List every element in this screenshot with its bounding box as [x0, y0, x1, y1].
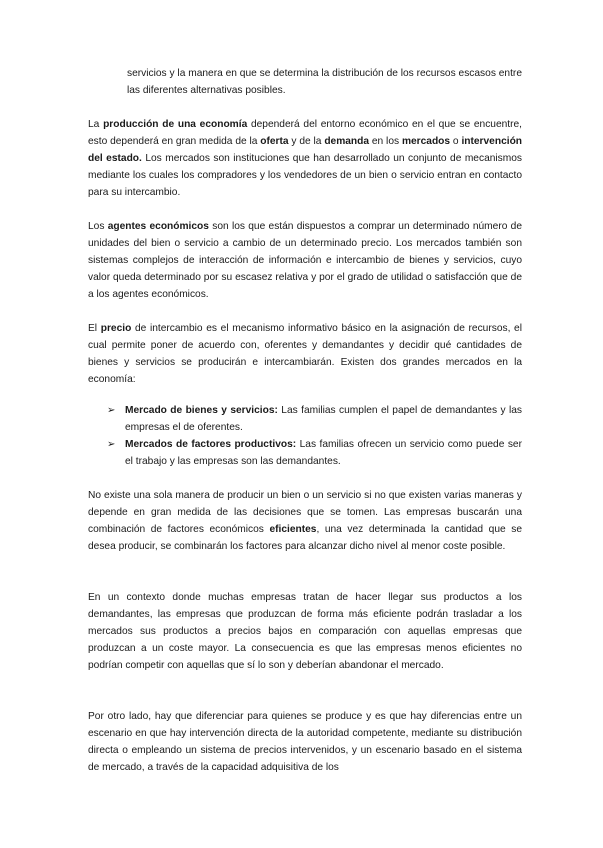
text-run: Por otro lado, hay que diferenciar para quienes se produce y es que hay diferencias entre un escenario en que hay intervención directa de la autoridad competente, mediante su distribución directa o empleando un sistema de precios intervenidos, y un escenario basado en el sistema de mercado, a través de la capacidad adquisitiva de los — [88, 711, 522, 773]
bold-term: agentes económicos — [107, 221, 209, 232]
arrow-bullet-icon: ➢ — [107, 405, 116, 416]
bold-term: mercados — [401, 136, 451, 147]
list-item — [88, 402, 522, 436]
bold-term: eficientes — [269, 524, 317, 535]
text-run: El — [88, 323, 101, 334]
paragraph-continuation — [127, 65, 522, 99]
text-run: o — [450, 136, 462, 147]
bold-term: Mercados de factores productivos: — [125, 439, 297, 450]
paragraph-agentes — [88, 218, 522, 303]
bullet-list — [88, 402, 522, 470]
text-run: La — [88, 119, 104, 130]
text-run: , una vez determinada la cantidad que se desea producir, se combinarán los factores para alcanzar dicho nivel al menor coste posible. — [88, 524, 522, 552]
text-run: en los — [369, 136, 402, 147]
bold-term: intervención del estado. — [88, 136, 523, 164]
bold-term: precio — [100, 323, 132, 334]
paragraph-produccion — [88, 116, 522, 201]
paragraph-otro-lado — [88, 708, 522, 776]
paragraph-precio — [88, 320, 522, 388]
text-run: Los — [88, 221, 108, 232]
text-run: dependerá del entorno económico en el que se encuentre, esto dependerá en gran medida de la — [88, 119, 523, 147]
bold-term: demanda — [324, 136, 370, 147]
text-run: son los que están dispuestos a comprar un determinado número de unidades del bien o servicio a cambio de un determinado precio. Los mercados también son sistemas complejos de interacción de información e intercambio de bienes y servicios, cuyo valor queda determinado por su escasez relativa y por el grado de utilidad o satisfacción que de a los agentes económicos. — [88, 221, 522, 300]
text-run: No existe una sola manera de producir un bien o un servicio si no que existen varias maneras y depende en gran medida de las decisiones que se tomen. Las empresas buscarán una combinación de factores económicos — [88, 490, 522, 535]
text-run: y de la — [288, 136, 325, 147]
text-run: En un contexto donde muchas empresas tratan de hacer llegar sus productos a los demandantes, las empresas que produzcan de forma más eficiente podrán trasladar a los mercados sus productos a precios bajos en comparación con aquellas empresas que produzcan a un coste mayor. La consecuencia es que las empresas menos eficientes no podrían competir con aquellas que sí lo son y deberían abandonar el mercado. — [88, 592, 522, 671]
text-run: de intercambio es el mecanismo informativo básico en la asignación de recursos, el cual permite poner de acuerdo con, oferentes y demandantes y decidir qué cantidades de bienes y servicios se producirán e intercambiarán. Existen dos grandes mercados en la economía: — [88, 323, 522, 385]
text-run: Las familias ofrecen un servicio como puede ser el trabajo y las empresas son las demandantes. — [125, 439, 522, 467]
text-run: Los mercados son instituciones que han desarrollado un conjunto de mecanismos mediante los cuales los compradores y los vendedores de un bien o servicio entran en contacto para su intercambio. — [88, 153, 523, 198]
arrow-bullet-icon: ➢ — [107, 439, 116, 450]
bold-term: oferta — [260, 136, 289, 147]
paragraph-eficiencia — [88, 487, 522, 555]
list-item — [88, 436, 522, 470]
paragraph-contexto — [88, 589, 522, 674]
bold-term: Mercado de bienes y servicios: — [125, 405, 278, 416]
paragraph-text: servicios y la manera en que se determina la distribución de los recursos escasos entre las diferentes alternativas posibles. — [127, 68, 522, 96]
text-run: Las familias cumplen el papel de demandantes y las empresas el de oferentes. — [125, 405, 522, 433]
bold-term: producción de una economía — [103, 119, 248, 130]
